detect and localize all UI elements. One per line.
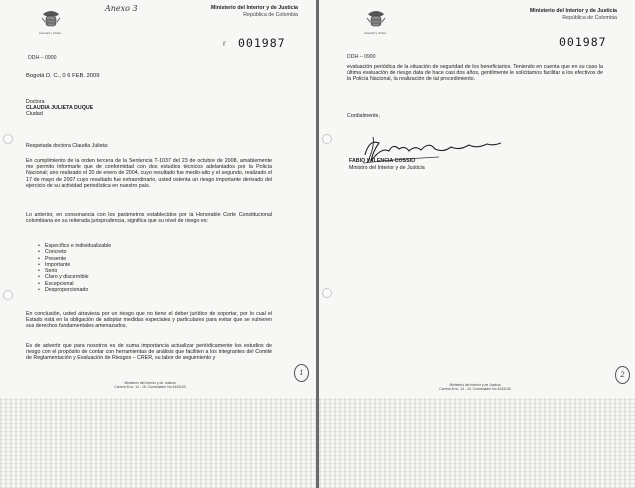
punch-hole (3, 290, 13, 300)
list-item: • Serio (36, 268, 111, 274)
scan-noise (319, 398, 635, 488)
page-footer (60, 381, 240, 389)
list-item: • Concreto (36, 249, 111, 255)
signer-title: Ministro del Interior y de Justicia (349, 165, 425, 171)
letter-page-2 (319, 0, 635, 488)
risk-level-list (36, 243, 111, 293)
footer-line: Carrera 8 no. 14 - 15. Conmutador No 4443100 (439, 387, 511, 391)
punch-hole (322, 288, 332, 298)
paragraph-3: En conclusión, usted atraviesa por un riesgo que no tiene el deber jurídico de soportar, por lo cual el Estado está en la obligación de adoptar medidas especiales y particulares para evitar que se vulneren sus derechos fundamentales amenazados. (26, 311, 272, 330)
signer-name: FABIO VALENCIA COSSIO (349, 158, 416, 164)
paragraph-continuation: evaluación periódica de la situación de seguridad de los beneficiarios. Teniendo en cuenta que en su caso la última evaluación de riesgo data de hace casi dos años, gentilmente le solicitamos facilitar a los efectivos de la Policía Nacional, la realización de tal procedimiento. (347, 64, 603, 83)
recipient-city: Ciudad (26, 111, 43, 117)
crest-caption: Libertad y Orden (39, 31, 62, 35)
list-item: • Excepcional (36, 281, 111, 287)
number-prefix-mark: r (223, 39, 226, 48)
ministry-name: Ministerio del Interior y de Justicia (210, 5, 298, 11)
ministry-name: Ministerio del Interior y de Justicia (529, 8, 617, 14)
closing: Cordialmente, (347, 113, 380, 119)
footer-line: Ministerio del Interior y de Justicia (124, 381, 176, 385)
document-number: 001987 (559, 35, 607, 49)
document-number: 001987 (238, 36, 286, 50)
recipient-name: CLAUDIA JULIETA DUQUE (26, 105, 94, 111)
recipient-title: Doctora (26, 99, 45, 105)
ddh-reference: DDH – 0900 (347, 54, 376, 60)
page-number-mark: 2 (615, 366, 630, 384)
list-item: • Presente (36, 256, 111, 262)
page-number-mark: 1 (294, 364, 309, 382)
letter-date: Bogotá D. C., 0 6 FEB. 2009 (26, 73, 100, 79)
ddh-reference: DDH – 0900 (28, 55, 57, 61)
colombia-crest-icon (365, 9, 387, 29)
list-item: • Claro y discernible (36, 274, 111, 280)
republica-label: República de Colombia (243, 12, 298, 18)
punch-hole (322, 134, 332, 144)
republica-label: República de Colombia (562, 15, 617, 21)
colombia-crest-icon (40, 9, 62, 29)
list-item: • Desproporcionado (36, 287, 111, 293)
list-item: • Importante (36, 262, 111, 268)
letter-page-1 (0, 0, 316, 488)
footer-line: Ministerio del Interior y de Justicia (449, 383, 501, 387)
greeting: Respetada doctora Claudia Julieta: (26, 143, 109, 149)
crest-caption: Libertad y Orden (364, 31, 387, 35)
paragraph-1: En cumplimiento de la orden tercera de la Sentencia T-1037 del 23 de octubre de 2008, amablemente me permito informarle que de conformidad con dos estudios técnicos adelantados por la Policía Nacional; uno realizado el 20 de enero de 2004, cuyo resultado fue medio-alto y el segundo, realizado el 17 de mayo de 2007 cuyo resultado fue extraordinario, usted ostenta un riesgo importante derivado del ejercicio de su actividad periodística en nuestro país. (26, 158, 272, 189)
handwritten-annotation: Anexo 3 (105, 4, 138, 13)
scan-noise (0, 398, 316, 488)
paragraph-4: Es de advertir que para nosotros es de suma importancia actualizar periódicamente los estudios de riesgo con el propósito de contar con herramientas de análisis que faciliten a los integrantes del Comité de Reglamentación y Evaluación de Riesgos – CRER, su labor de seguimiento y (26, 343, 272, 362)
punch-hole (3, 134, 13, 144)
footer-line: Carrera 8 no. 14 - 15. Conmutador No 4443100 (114, 385, 186, 389)
list-item: • Específico e individualizable (36, 243, 111, 249)
page-footer (385, 383, 565, 391)
paragraph-2: Lo anterior, en consonancia con los parámetros establecidos por la Honorable Corte Constitucional colombiana en su reiterada jurisprudencia, significa que su nivel de riesgo es: (26, 212, 272, 225)
